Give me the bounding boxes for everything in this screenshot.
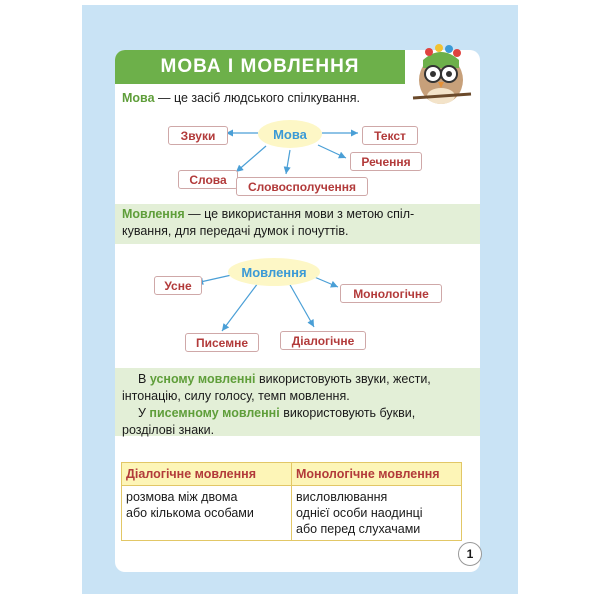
node-zvuky: Звуки	[168, 126, 228, 145]
oral-usage-line2: інтонацію, силу голосу, темп мовлення.	[122, 389, 350, 403]
table-cell-monologic: висловлювання однієї особи наодинці або перед слухачами	[292, 486, 462, 541]
mova-term: Мова	[122, 91, 155, 105]
table-cell-dialogic: розмова між двома або кількома особами	[122, 486, 292, 541]
written-usage-line1: У писемному мовленні використовують букви,	[138, 406, 416, 420]
node-tekst: Текст	[362, 126, 418, 145]
movlennia-term: Мовлення	[122, 207, 185, 221]
movlennia-line2: кування, для передачі думок і почуттів.	[122, 224, 349, 238]
written-usage-line2: розділові знаки.	[122, 423, 215, 437]
movlennia-line1: — це використання мови з метою спіл-	[184, 207, 415, 221]
page-title: МОВА І МОВЛЕННЯ	[115, 50, 405, 84]
oral-term: усному мовленні	[149, 372, 256, 386]
table-header-dialogic: Діалогічне мовлення	[122, 463, 292, 486]
owl-mascot-icon	[405, 38, 477, 110]
node-rechennia: Речення	[350, 152, 422, 171]
node-usne: Усне	[154, 276, 202, 295]
diagram1-center: Мова	[258, 120, 322, 148]
written-term: писемному мовленні	[149, 406, 280, 420]
mova-definition-text: — це засіб людського спілкування.	[154, 91, 360, 105]
oral-usage-line1: В усному мовленні використовують звуки, жести,	[138, 372, 431, 386]
node-pysemne: Писемне	[185, 333, 259, 352]
movlennia-definition	[122, 206, 414, 223]
node-slova: Слова	[178, 170, 238, 189]
mova-definition	[122, 90, 360, 107]
comparison-table	[121, 462, 462, 541]
node-monolohichne: Монологічне	[340, 284, 442, 303]
node-dialohichne: Діалогічне	[280, 331, 366, 350]
diagram2-center: Мовлення	[228, 258, 320, 286]
page-number: 1	[458, 542, 482, 566]
node-slovospoluchennia: Словосполучення	[236, 177, 368, 196]
table-header-monologic: Монологічне мовлення	[292, 463, 462, 486]
